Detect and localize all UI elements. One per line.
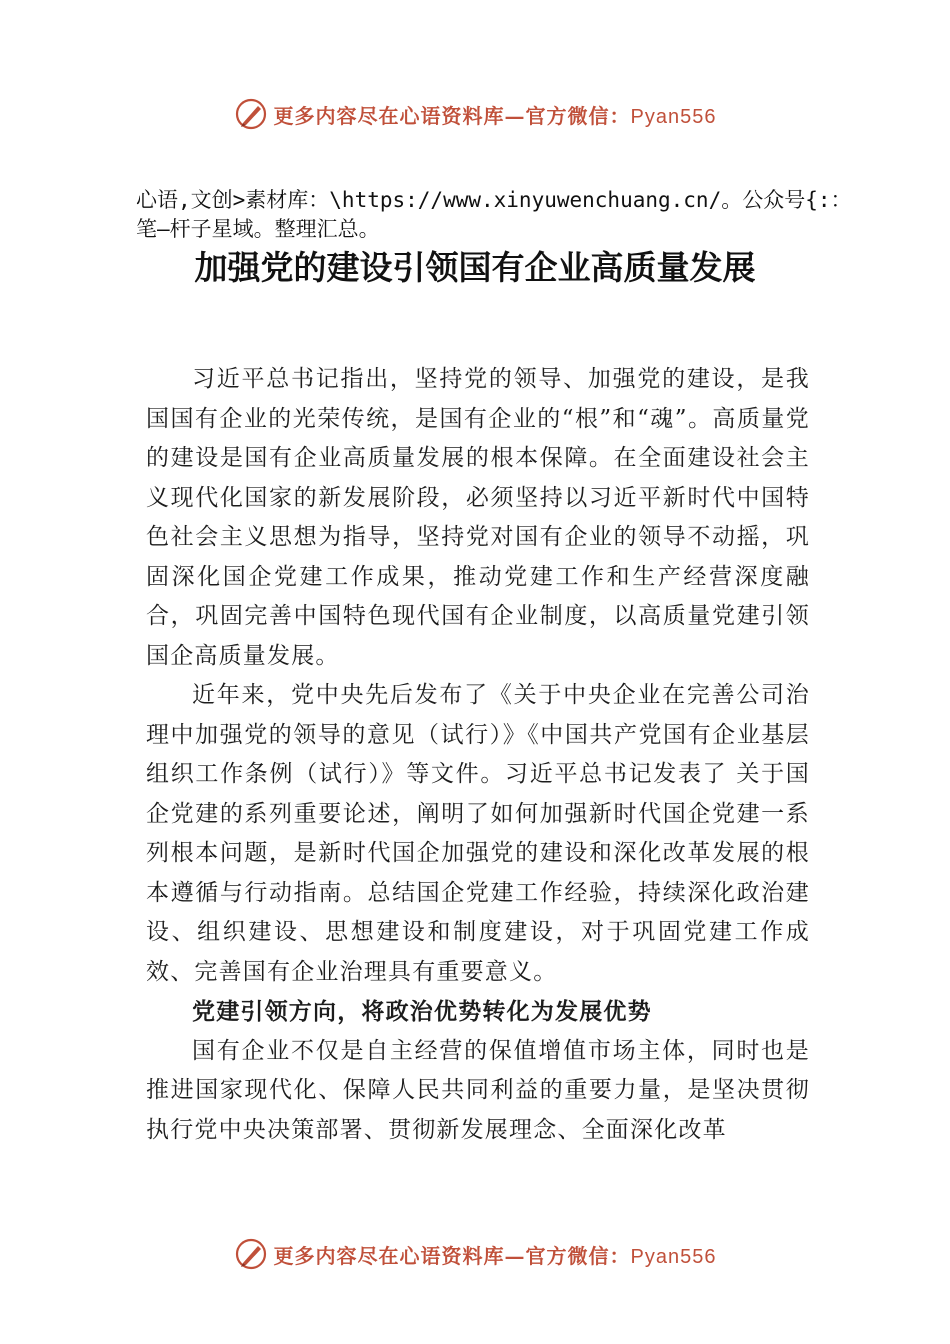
header-banner (0, 92, 950, 136)
banner-account: Pyan556 (630, 105, 717, 128)
paragraph-2: 近年来，党中央先后发布了《关于中央企业在完善公司治理中加强党的领导的意见（试行）》《中国共产党国有企业基层组织工作条例（试行）》等文件。习近平总书记发表了 关于国企党建的系列重要论述，阐明了如何加强新时代国企党建一系列根本问题，是新时代国企加强党的建设和深化改革发展的根本遵循与行动指南。总结国企党建工作经验，持续深化政治建设、组织建设、思想建设和制度建设，对于巩固党建工作成效、完善国有企业治理具有重要意义。 (146, 682, 810, 985)
banner-text: 更多内容尽在心语资料库—官方微信：Pyan556 (273, 1243, 717, 1268)
paragraph-3: 国有企业不仅是自主经营的保值增值市场主体，同时也是推进国家现代化、保障人民共同利益的重要力量，是坚决贯彻执行党中央决策部署、贯彻新发展理念、全面深化改革 (146, 1037, 810, 1143)
document-body (146, 360, 810, 1150)
source-note: 心语,文创>素材库：\https://www.xinyuwenchuang.cn/。公众号{:：笔—杆子星域。整理汇总。 (136, 188, 852, 241)
paragraph-1: 习近平总书记指出，坚持党的领导、加强党的建设，是我国国有企业的光荣传统，是国有企业的“根”和“魂”。高质量党的建设是国有企业高质量发展的根本保障。在全面建设社会主义现代化国家的新发展阶段，必须坚持以习近平新时代中国特色社会主义思想为指导，坚持党对国有企业的领导不动摇，巩固深化国企党建工作成果，推动党建工作和生产经营深度融合，巩固完善中国特色现代国有企业制度，以高质量党建引领国企高质量发展。 (146, 366, 810, 669)
section-heading: 党建引领方向，将政治优势转化为发展优势 (192, 998, 652, 1025)
banner-text: 更多内容尽在心语资料库—官方微信：Pyan556 (273, 103, 717, 128)
footer-banner (0, 1232, 950, 1276)
banner-account: Pyan556 (630, 1245, 717, 1268)
document-title: 加强党的建设引领国有企业高质量发展 (194, 248, 756, 287)
pen-logo-icon (234, 97, 268, 131)
pen-logo-icon (234, 1237, 268, 1271)
